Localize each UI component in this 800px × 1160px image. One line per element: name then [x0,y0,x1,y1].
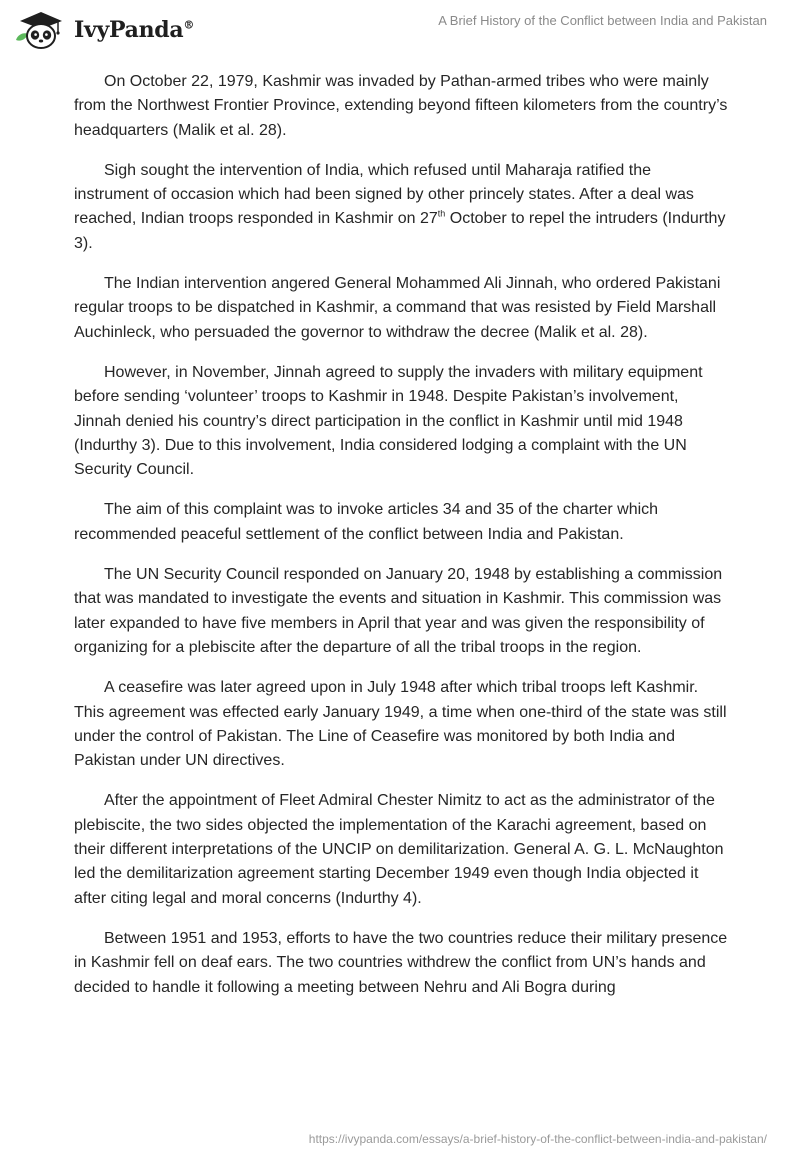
paragraph: The UN Security Council responded on January 20, 1948 by establishing a commission that was mandated to investigate the events and situation in Kashmir. This commission was later expanded to have five members in April that year and was given the responsibility of organizing for a plebiscite after the departure of all the tribal troops in the region. [74,566,723,656]
paragraph: The Indian intervention angered General Mohammed Ali Jinnah, who ordered Pakistani regular troops to be dispatched in Kashmir, a command that was resisted by Field Marshall Auchinleck, who persuaded the governor to withdraw the decree (Malik et al. 28). [74,275,721,341]
paragraph: However, in November, Jinnah agreed to supply the invaders with military equipment before sending ‘volunteer’ troops to Kashmir in 1948. Despite Pakistan’s involvement, Jinnah denied his country’s direct participation in the conflict in Kashmir until mid 1948 (Indurthy 3). Due to this involvement, India considered lodging a complaint with the UN Security Council. [74,363,703,479]
document-title: A Brief History of the Conflict between India and Pakistan [438,13,767,28]
paragraph: Between 1951 and 1953, efforts to have the two countries reduce their military presence in Kashmir fell on deaf ears. The two countries withdrew the conflict from UN’s hands and decided to handle it following a meeting between Nehru and Ali Bogra during [74,929,728,996]
ordinal-suffix: th [437,209,446,220]
paragraph-text: October to repel the intruders (Indurthy 3). [74,210,726,252]
paragraph: A ceasefire was later agreed upon in July 1948 after which tribal troops left Kashmir. This agreement was effected early January 1949, a time when one-third of the state was still under the control of Pakistan. The Line of Ceasefire was monitored by both India and Pakistan under UN directives. [74,679,727,770]
ivypanda-logo[interactable] [14,10,194,50]
page-header [0,0,800,60]
paragraph: On October 22, 1979, Kashmir was invaded by Pathan-armed tribes who were mainly from the Northwest Frontier Province, extending beyond fifteen kilometers from the country’s headquarters (Malik et al. 28). [74,73,728,139]
panda-graduation-cap-icon [14,10,68,50]
brand-name: IvyPanda® [74,17,195,43]
paragraph [74,159,729,256]
essay-body [74,70,729,1016]
paragraph: The aim of this complaint was to invoke articles 34 and 35 of the charter which recommended peaceful settlement of the conflict between India and Pakistan. [74,501,659,543]
paragraph-text: Sigh sought the intervention of India, which refused until Maharaja ratified the instrument of occasion which had been signed by other princely states. After a deal was reached, Indian troops responded in Kashmir on 27 [74,161,694,228]
registered-mark: ® [183,18,195,32]
source-url[interactable]: https://ivypanda.com/essays/a-brief-history-of-the-conflict-between-india-and-pakistan/ [308,1132,767,1146]
paragraph: After the appointment of Fleet Admiral Chester Nimitz to act as the administrator of the plebiscite, the two sides objected the implementation of the Karachi agreement, based on their different interpretations of the UNCIP on demilitarization. General A. G. L. McNaughton led the demilitarization agreement starting December 1949 even though India objected it after citing legal and moral concerns (Indurthy 4). [74,792,724,907]
